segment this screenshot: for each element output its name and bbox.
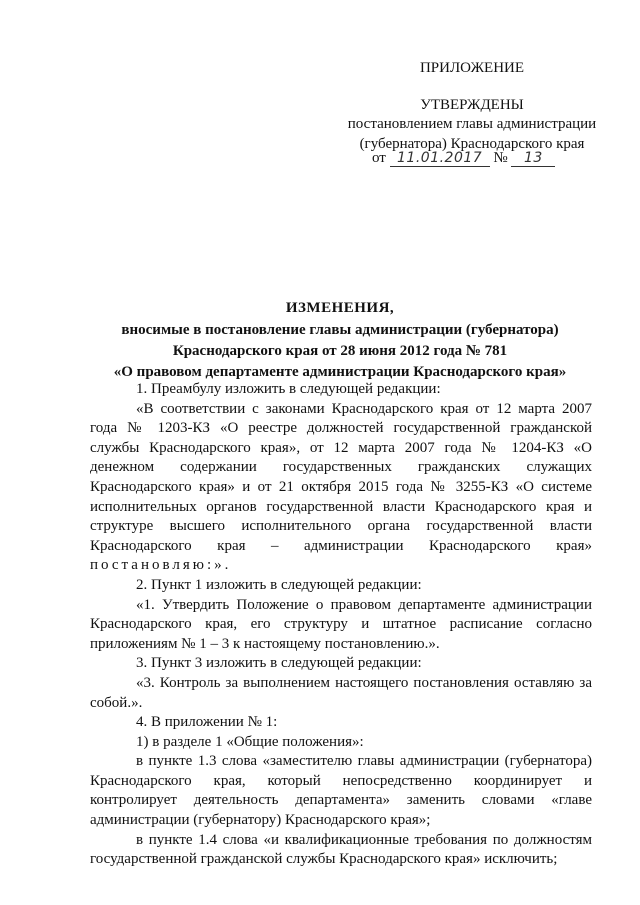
date-prefix: от bbox=[372, 150, 386, 166]
spaced-word: постановляю:». bbox=[90, 557, 232, 574]
subtitle-line-3: «О правовом департаменте администрации Краснодарского края» bbox=[113, 364, 567, 380]
paragraph bbox=[90, 400, 592, 576]
paragraph: в пункте 1.4 слова «и квалификационные требования по должностям государственной гражданской службы Краснодарского края» исключить; bbox=[90, 831, 592, 868]
paragraph: в пункте 1.3 слова «заместителю главы администрации (губернатора) Краснодарского края, который непосредственно координирует и контролирует деятельность департамента» заменить словами «главе администрации (губернатору) Краснодарского края»; bbox=[90, 753, 592, 829]
paragraph: 4. В приложении № 1: bbox=[136, 714, 278, 731]
subtitle-line-2: Краснодарского края от 28 июня 2012 года № 781 bbox=[172, 343, 508, 359]
document-body bbox=[90, 380, 592, 870]
approval-line-1: постановлением главы администрации bbox=[347, 116, 597, 132]
appendix-label: ПРИЛОЖЕНИЕ bbox=[419, 60, 525, 76]
approved-heading: УТВЕРЖДЕНЫ bbox=[420, 97, 524, 113]
handwritten-date: 11.01.2017 bbox=[390, 150, 490, 167]
paragraph: 1) в разделе 1 «Общие положения»: bbox=[136, 733, 364, 750]
document-subtitle bbox=[90, 320, 590, 383]
paragraph: 2. Пункт 1 изложить в следующей редакции: bbox=[136, 576, 422, 593]
number-prefix: № bbox=[493, 150, 508, 166]
document-title: ИЗМЕНЕНИЯ, bbox=[285, 300, 395, 316]
paragraph: 1. Преамбулу изложить в следующей редакции: bbox=[136, 381, 441, 397]
paragraph: «3. Контроль за выполнением настоящего постановления оставляю за собой.». bbox=[90, 674, 592, 711]
handwritten-number: 13 bbox=[511, 150, 555, 167]
paragraph: 3. Пункт 3 изложить в следующей редакции: bbox=[136, 655, 422, 672]
paragraph: «1. Утвердить Положение о правовом департаменте администрации Краснодарского края, его структуру и штатное расписание согласно приложениям № 1 – 3 к настоящему постановлению.». bbox=[90, 596, 592, 652]
preamble-text: «В соответствии с законами Краснодарского края от 12 марта 2007 года № 1203-КЗ «О реестре должностей государственной гражданской службы Краснодарского края», от 12 марта 2007 года № 1204-КЗ «О денежном содержании государственных гражданских служащих Краснодарского края» и от 21 октября 2015 года № 3255-КЗ «О системе исполнительных органов государственной власти Краснодарского края и структуре высшего исполнительного органа государственной власти Краснодарского края – администрации Краснодарского края» bbox=[90, 400, 592, 554]
approval-date-line bbox=[372, 150, 555, 167]
subtitle-line-1: вносимые в постановление главы администрации (губернатора) bbox=[121, 322, 559, 338]
approval-line-2: (губернатора) Краснодарского края bbox=[359, 136, 585, 152]
